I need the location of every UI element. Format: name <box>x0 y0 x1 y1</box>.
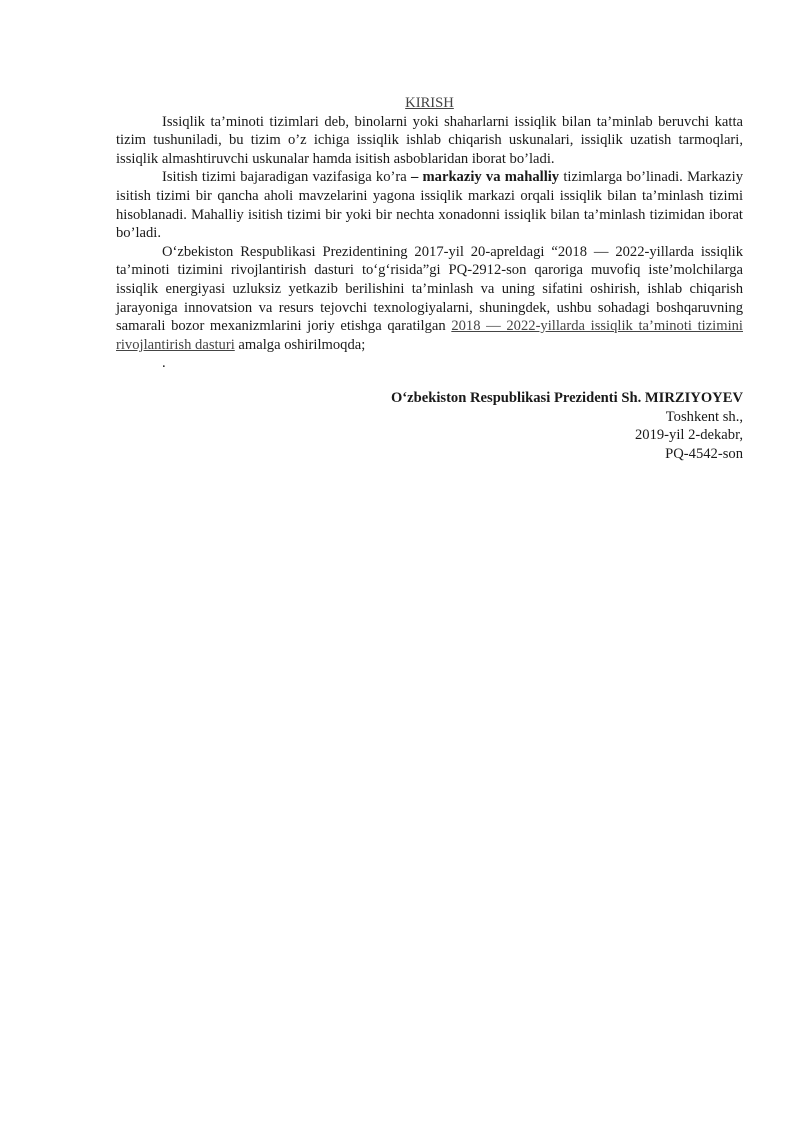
paragraph-heating-system-types <box>116 168 743 242</box>
paragraph-dot: . <box>162 355 166 372</box>
paragraph-3-text: O‘zbekiston Respublikasi Prezidentining 2017-yil 20-apreldagi “2018 — 2022-yillarda issiqlik ta’minoti tizimini rivojlantirish dasturi to‘g‘risida”gi PQ-2912-son qaroriga muvofiq iste’molchilarga issiqlik energiyasi uzluksiz yetkazib berilishini ta’minlash va uning sifatini oshirish, ishlab chiqarish jarayoniga innovatsion va resurs tejovchi texnologiyalarni, shuningdek, ushbu sohadagi boshqaruvning samarali bozor mexanizmlarini joriy etishga qaratilgan <box>116 243 743 335</box>
paragraph-2-bold-text: – markaziy va mahalliy <box>410 169 560 186</box>
signature-signer: O‘zbekiston Respublikasi Prezidenti Sh. MIRZIYOYEV <box>390 389 743 406</box>
document-page <box>116 94 743 463</box>
paragraph-2-text-before: Isitish tizimi bajaradigan vazifasiga ko’ra <box>162 169 411 186</box>
signature-block <box>116 389 743 463</box>
signature-city: Toshkent sh., <box>665 408 743 425</box>
paragraph-heating-systems-definition: Issiqlik ta’minoti tizimlari deb, binolarni yoki shaharlarni issiqlik bilan ta’minlab beruvchi katta tizim tushuniladi, bu tizim o’z ichiga issiqlik ishlab chiqarish uskunalari, issiqlik uzatish tarmoqlari, issiqlik almashtiruvchi uskunalar hamda isitish asboblaridan iborat bo’ladi. <box>116 113 743 167</box>
signature-number: PQ-4542-son <box>665 445 743 462</box>
signature-date: 2019-yil 2-dekabr, <box>634 427 743 444</box>
paragraph-2-text-after: tizimlarga bo’linadi. Markaziy isitish tizimi bir qancha aholi mavzelarini yagona issiqlik markazi orqali issiqlik bilan ta’minlash tizimi hisoblanadi. Mahalliy isitish tizimi bir yoki bir nechta xonadonni issiqlik bilan ta’minlash tizimidan iborat bo’ladi. <box>116 169 743 242</box>
document-heading: KIRISH <box>405 95 454 111</box>
paragraph-3-text-after: amalga oshirilmoqda; <box>234 336 366 353</box>
paragraph-presidential-resolution <box>116 243 743 355</box>
paragraph-3-underlined-program-name: 2018 — 2022-yillarda issiqlik ta’minoti tizimini rivojlantirish dasturi <box>116 318 743 353</box>
